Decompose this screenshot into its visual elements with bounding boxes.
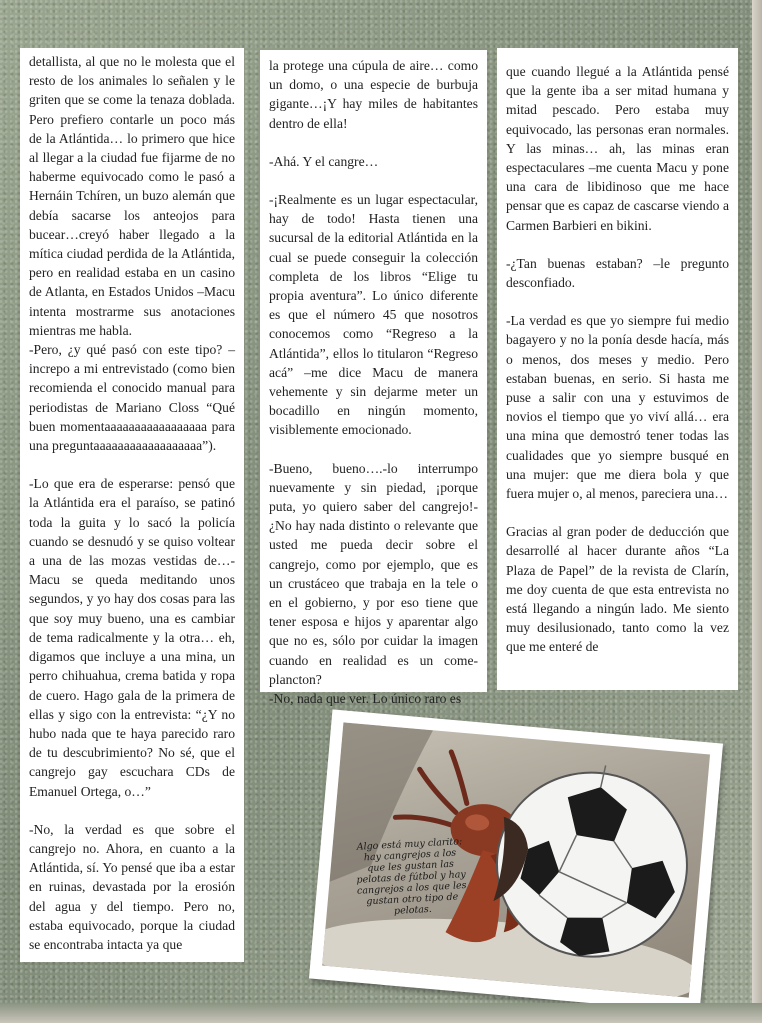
- text-column-2: [260, 50, 487, 707]
- paragraph: -Ahá. Y el cangre…: [269, 153, 379, 169]
- text-column-1: [20, 48, 244, 962]
- paragraph: -¿Tan buenas estaban? –le pregunto desconfiado.: [506, 255, 729, 291]
- paragraph: -¡Realmente es un lugar espectacular, hay de todo! Hasta tienen una sucursal de la editorial Atlántida en la cual se puede conseguir la colección completa de los libros “Elige tu propia aventura”. Lo único diferente es que el número 45 que nosotros conocemos como “Regreso a la Atlántida”, ellos lo titularon “Regreso acá” –me dice Macu de manera vehemente y sin dejarme meter un bocadillo en ningún momento, visiblemente emocionado.: [269, 192, 478, 438]
- paragraph: Gracias al gran poder de deducción que desarrollé al hacer durante años “La Plaza de Papel” de la revista de Clarín, me doy cuenta de que esta entrevista no está llegando a ningún lado. Me siento muy desilusionado, tanto como la vez que me enteré de: [506, 524, 729, 655]
- paragraph: -Bueno, bueno….-lo interrumpo nuevamente y sin piedad, ¡porque puta, yo quiero saber del cangrejo!- ¿No hay nada distinto o relevante que usted me pueda decir sobre el cangrejo, como por ejemplo, que es un crustáceo que trabaja en la tele o en el gobierno, y por eso tiene que tener esposa e hijos y aparentar algo que no es, sólo por cuidar la imagen cuando en realidad es un come-plancton?: [269, 460, 478, 687]
- paragraph: -No, nada que ver. Lo único raro es: [269, 691, 462, 707]
- paragraph: la protege una cúpula de aire… como un domo, o una especie de burbuja gigante…¡Y hay miles de habitantes dentro de ella!: [269, 58, 478, 131]
- paragraph: detallista, al que no le molesta que el resto de los animales lo señalen y le griten que se come la tenaza doblada. Pero prefiero contarle un poco más de la Atlántida… lo primero que hice al llegar a la ciudad fue fijarme de no haberme equivocado como le pasó a Hernáin Tchíren, un buzo alemán que debía sacarse los anteojos para bucear…creyó haber llegado a la mítica ciudad perdida de la Atlántida, pero en realidad estaba en un casino de Atlanta, en Estados Unidos –Macu intenta mostrarme sus anotaciones mientras me habla.: [29, 54, 235, 338]
- page-edge-right: [752, 0, 762, 1023]
- text-column-3: [497, 48, 738, 690]
- page-edge-bottom: [0, 1003, 762, 1023]
- paragraph: -La verdad es que yo siempre fui medio bagayero y no la ponía desde hacía, más o menos, dos meses y medio. Pero estaban buenas, en serio. Si hasta me puse a salir con una y estuvimos de novios el tiempo que yo viví allá… era una mina que demostró tener todas las cualidades que yo siempre busqué en una mujer: que me diera bola y que fuera mujer o, al menos, pareciera una…: [506, 313, 729, 502]
- paragraph: -Pero, ¿y qué pasó con este tipo? –increpo a mi entrevistado (como bien recomienda el conocido manual para periodistas de Mariano Closs “Qué buen momentaaaaaaaaaaaaaaaaa para una preguntaaaaaaaaaaaaaaaaaa”).: [29, 342, 235, 454]
- paragraph: que cuando llegué a la Atlántida pensé que la gente iba a ser mitad humana y mitad pescado. Pero estaba muy equivocado, las personas eran normales. Y las minas… ah, las minas eran espectaculares –me cuenta Macu y pone una cara de libidinoso que me hace pensar que es capaz de cascarse viendo a Carmen Barbieri en bikini.: [506, 64, 729, 233]
- paragraph: -No, la verdad es que sobre el cangrejo no. Ahora, en cuanto a la Atlántida, sí. Yo pensé que iba a estar en ruinas, devastada por la erosión del agua y del tiempo. Pero no, estaba equivocado, porque la ciudad se encontraba intacta ya que: [29, 821, 235, 952]
- photo-caption: Algo está muy clarito: hay cangrejos a los que les gustan las pelotas de fútbol y hay cangrejos a los que les gustan otro tipo de pelotas.: [356, 836, 467, 917]
- photo-frame: [309, 709, 723, 1012]
- paragraph: -Lo que era de esperarse: pensó que la Atlántida era el paraíso, se patinó toda la guita y lo sacó la policía cuando se desnudó y se quiso voltear a una de las mozas vestidas de…-Macu se queda meditando unos segundos, y yo hay dos cosas para las que soy muy bueno, una es cambiar de tema radicalmente y la otra… eh, digamos que incluye a una mina, un perro chihuahua, crema batida y ropa de cuero. Hago gala de la primera de ellas y sigo con la entrevista: “¿Y no hubo nada que te haya parecido raro de tu descubrimiento? No sé, que el cangrejo gay escuchara CDs de Emanuel Ortega, o…”: [29, 476, 235, 799]
- crab-soccer-ball-photo: [322, 722, 710, 997]
